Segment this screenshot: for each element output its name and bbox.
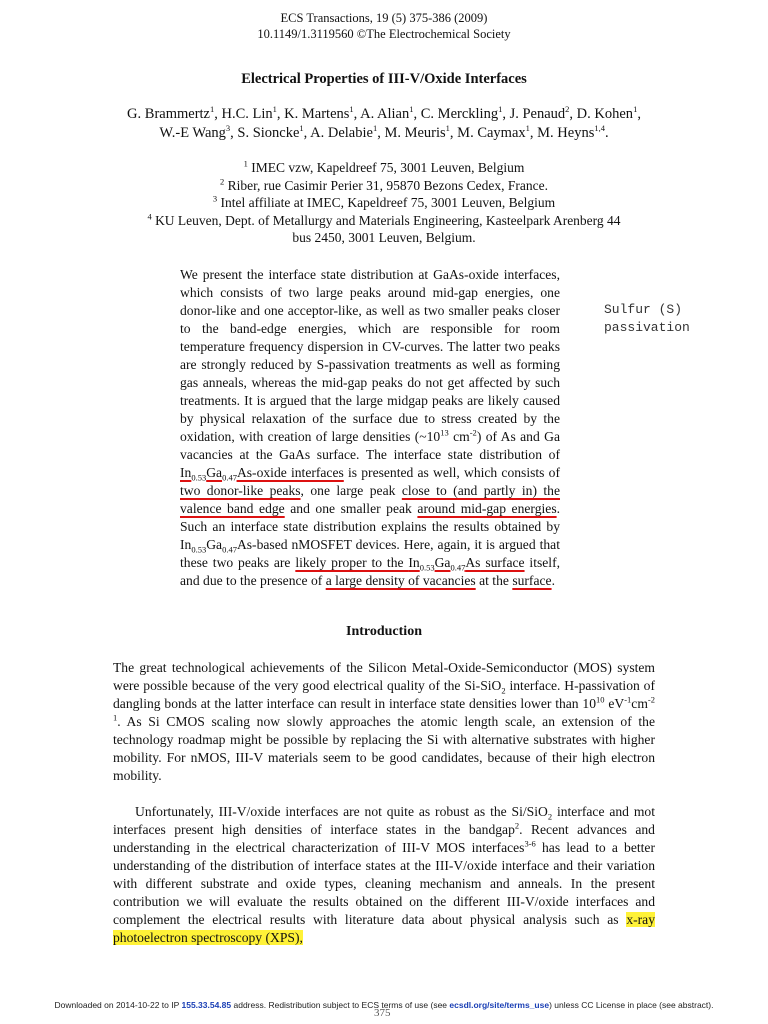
affiliation-4: $^4$ KU Leuven, Dept. of Metallurgy and Materials Engineering, Kasteelpark Arenberg 44 [147, 211, 621, 228]
terms-link[interactable]: ecsdl.org/site/terms_use [449, 1000, 550, 1010]
journal-citation: ECS Transactions, 19 (5) 375-386 (2009) [280, 11, 488, 25]
underline-donor-peaks: two donor-like peaks [180, 483, 301, 498]
download-footer: Downloaded on 2014-10-22 to IP 155.33.54.85 address. Redistribution subject to ECS terms of use (see ecsdl.org/site/terms_use) unless CC License in place (see abstract). [54, 1000, 714, 1010]
underline-interfaces: $In_{0.53}Ga_{0.47}As$-oxide interfaces [180, 465, 344, 483]
section-heading-introduction: Introduction [346, 624, 422, 639]
journal-header [0, 10, 768, 42]
paper-title: Electrical Properties of III-V/Oxide Interfaces [241, 71, 527, 87]
underline-valence-band: close to (and partly in) the valence band edge [180, 483, 560, 516]
author-line-2: W.-E Wang$^3$, S. Sioncke$^1$, A. Delabie$^1$, M. Meuris$^1$, M. Caymax$^1$, M. Heyns$^{1,4}$. [159, 123, 609, 141]
underline-surface-proper: likely proper to the $In_{0.53}Ga_{0.47}As$ surface [295, 555, 525, 573]
intro-paragraph-1: The great technological achievements of the Silicon Metal-Oxide-Semiconductor (MOS) system were possible because of the very good electrical quality of the Si-SiO$_2$ interface. H-passivation of dangling bonds at the latter interface can result in interface state densities lower than $10^{10}$ $eV^{-1}cm^{-2 1}$. As Si CMOS scaling now slowly approaches the atomic length scale, an extension of the technology roadmap might be possible by replacing the Si with alternative substrates with higher mobility. For nMOS, III-V materials seem to be good candidates, because of their high electron mobility. [113, 660, 655, 783]
affiliation-3: $^3$ Intel affiliate at IMEC, Kapeldreef 75, 3001 Leuven, Belgium [212, 193, 556, 210]
margin-annotation: Sulfur (S) passivation [604, 302, 690, 335]
affiliation-1: $^1$ IMEC vzw, Kapeldreef 75, 3001 Leuven, Belgium [243, 158, 525, 175]
affiliation-2: $^2$ Riber, rue Casimir Perier 31, 95870 Bezons Cedex, France. [219, 176, 548, 193]
highlight-xps: x-ray photoelectron spectroscopy (XPS), [113, 912, 655, 945]
affiliation-4-continued: bus 2450, 3001 Leuven, Belgium. [292, 230, 476, 245]
abstract: We present the interface state distribution at GaAs-oxide interfaces, which consists of two large peaks around mid-gap energies, one donor-like and one acceptor-like, as well as two smaller peaks closer to the band-edge energies, which are responsible for room temperature frequency dispersion in CV-curves. The latter two peaks are strongly reduced by S-passivation treatments as well as forming gas anneals, whereas the mid-gap peaks do not get affected by such treatments. It is argued that the large midgap peaks are likely caused by physical relaxation of the surface due to stress created by the oxidation, with creation of large densities ($\sim 10^{13}$ $cm^{-2}$) of As and Ga vacancies at the GaAs surface. The interface state distribution of $In_{0.53}Ga_{0.47}As$-oxide interfaces is presented as well, which consists of two donor-like peaks, one large peak close to (and partly in) the valence band edge and one smaller peak around mid-gap energies. Such an interface state distribution explains the results obtained by $In_{0.53}Ga_{0.47}As$-based nMOSFET devices. Here, again, it is argued that these two peaks are likely proper to the $In_{0.53}Ga_{0.47}As$ surface itself, and due to the presence of a large density of vacancies at the surface. [180, 267, 561, 588]
intro-paragraph-2: Unfortunately, III-V/oxide interfaces are not quite as robust as the Si/SiO$_2$ interface and mot interfaces present high densities of interface states in the bandgap$^2$. Recent advances and understanding in the electrical characterization of III-V MOS interfaces$^{3-6}$ has lead to a better understanding of the distribution of interface states at the III-V/oxide interface and their variation with different substrate and oxide types, cleaning mechanism and anneals. In the present contribution we will evaluate the results obtained on the different III-V/oxide interfaces and complement the electrical results with literature data about physical analysis such as x-ray photoelectron spectroscopy (XPS), [113, 804, 655, 945]
page-number: 375 [374, 1007, 391, 1019]
author-list [0, 105, 768, 143]
ip-address: 155.33.54.85 [181, 1000, 232, 1010]
underline-vacancies: a large density of vacancies [325, 573, 476, 588]
underline-surface: surface [512, 573, 552, 588]
affiliations [0, 159, 768, 247]
author-line-1: G. Brammertz$^1$, H.C. Lin$^1$, K. Martens$^1$, A. Alian$^1$, C. Merckling$^1$, J. Penaud$^2$, D. Kohen$^1$, [127, 104, 641, 122]
underline-mid-gap: around mid-gap energies [417, 501, 557, 516]
doi-line: 10.1149/1.3119560 ©The Electrochemical Society [257, 27, 511, 41]
